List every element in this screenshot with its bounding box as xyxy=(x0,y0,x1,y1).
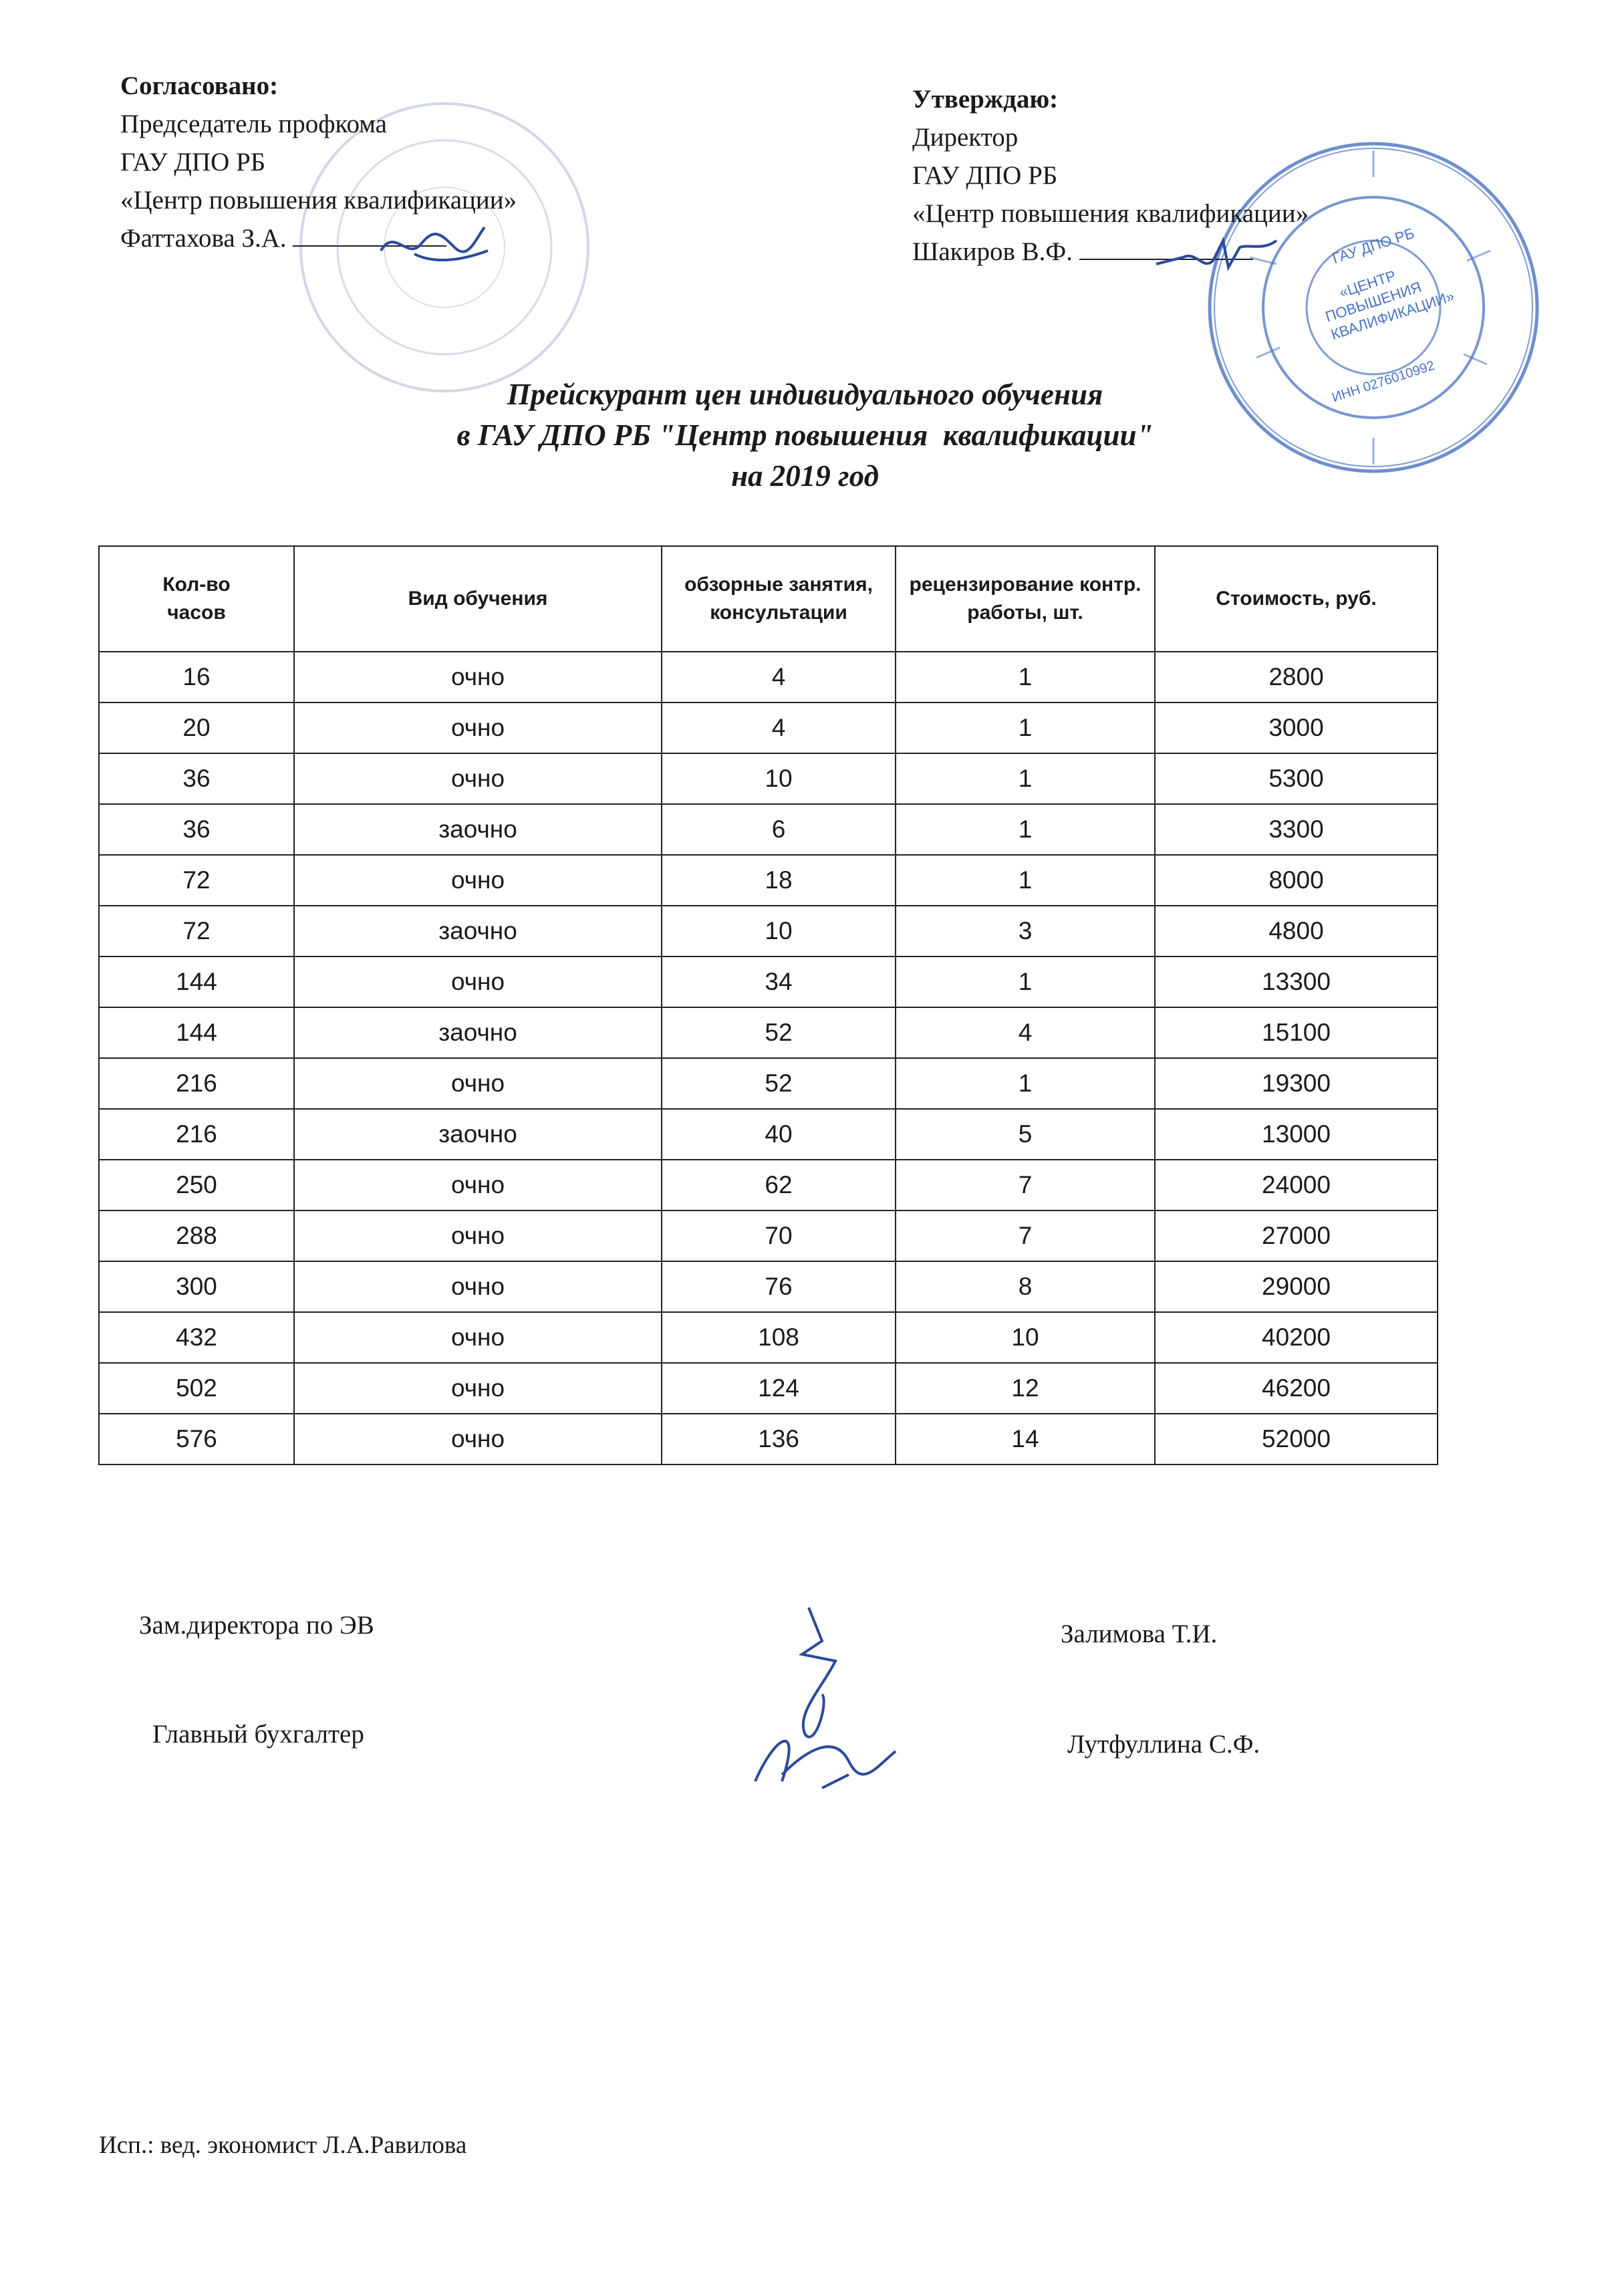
cell-hours: 432 xyxy=(99,1312,294,1363)
cell-study-type: очно xyxy=(294,1160,662,1210)
cell-hours: 300 xyxy=(99,1261,294,1312)
cell-reviews: 1 xyxy=(896,1058,1155,1109)
deputy-title: Зам.директора по ЭВ xyxy=(139,1611,374,1640)
cell-cost: 5300 xyxy=(1155,753,1438,804)
cell-cost: 27000 xyxy=(1155,1210,1438,1261)
document-title xyxy=(0,374,1610,497)
cell-study-type: очно xyxy=(294,1210,662,1261)
cell-cost: 15100 xyxy=(1155,1007,1438,1058)
cell-study-type: заочно xyxy=(294,906,662,956)
cell-study-type: очно xyxy=(294,1058,662,1109)
cell-cost: 46200 xyxy=(1155,1363,1438,1414)
cell-reviews: 7 xyxy=(896,1160,1155,1210)
table-row xyxy=(99,1363,1438,1414)
cell-consultations: 18 xyxy=(662,855,896,906)
cell-consultations: 34 xyxy=(662,956,896,1007)
cell-hours: 20 xyxy=(99,703,294,753)
cell-cost: 3300 xyxy=(1155,804,1438,855)
agreed-line2: ГАУ ДПО РБ xyxy=(120,148,266,176)
cell-cost: 13300 xyxy=(1155,956,1438,1007)
cell-hours: 216 xyxy=(99,1058,294,1109)
cell-study-type: заочно xyxy=(294,1109,662,1160)
table-row xyxy=(99,1109,1438,1160)
cell-cost: 8000 xyxy=(1155,855,1438,906)
cell-reviews: 7 xyxy=(896,1210,1155,1261)
cell-hours: 72 xyxy=(99,906,294,956)
price-table xyxy=(98,545,1438,1465)
table-row xyxy=(99,1210,1438,1261)
cell-hours: 144 xyxy=(99,1007,294,1058)
cell-cost: 29000 xyxy=(1155,1261,1438,1312)
cell-study-type: очно xyxy=(294,1363,662,1414)
table-row xyxy=(99,1160,1438,1210)
title-line2: в ГАУ ДПО РБ "Центр повышения квалификации" xyxy=(456,418,1154,452)
approve-heading: Утверждаю: xyxy=(912,85,1059,114)
cell-hours: 16 xyxy=(99,652,294,703)
cell-reviews: 12 xyxy=(896,1363,1155,1414)
cell-cost: 52000 xyxy=(1155,1414,1438,1464)
stamp-org-text: ГАУ ДПО РБ xyxy=(1330,224,1417,267)
cell-hours: 72 xyxy=(99,855,294,906)
cell-cost: 24000 xyxy=(1155,1160,1438,1210)
table-row xyxy=(99,1058,1438,1109)
header-hours: Кол-во часов xyxy=(99,546,294,652)
cell-reviews: 8 xyxy=(896,1261,1155,1312)
cell-reviews: 1 xyxy=(896,855,1155,906)
table-row xyxy=(99,1312,1438,1363)
cell-consultations: 52 xyxy=(662,1007,896,1058)
header-review: рецензирование контр. работы, шт. xyxy=(896,546,1155,652)
agreed-name: Фаттахова З.А. xyxy=(120,224,287,253)
agreed-signature xyxy=(374,214,495,274)
cell-hours: 36 xyxy=(99,804,294,855)
cell-study-type: заочно xyxy=(294,1007,662,1058)
cell-cost: 40200 xyxy=(1155,1312,1438,1363)
table-row xyxy=(99,753,1438,804)
cell-reviews: 3 xyxy=(896,906,1155,956)
cell-hours: 576 xyxy=(99,1414,294,1464)
cell-study-type: очно xyxy=(294,703,662,753)
header-consultations: обзорные занятия, консультации xyxy=(662,546,896,652)
cell-study-type: очно xyxy=(294,753,662,804)
cell-reviews: 1 xyxy=(896,652,1155,703)
cell-consultations: 136 xyxy=(662,1414,896,1464)
header-study-type: Вид обучения xyxy=(294,546,662,652)
table-header-row xyxy=(99,546,1438,652)
header-cost: Стоимость, руб. xyxy=(1155,546,1438,652)
cell-reviews: 1 xyxy=(896,703,1155,753)
cell-consultations: 108 xyxy=(662,1312,896,1363)
cell-consultations: 10 xyxy=(662,753,896,804)
cell-cost: 19300 xyxy=(1155,1058,1438,1109)
cell-study-type: очно xyxy=(294,1414,662,1464)
cell-consultations: 62 xyxy=(662,1160,896,1210)
approve-line1: Директор xyxy=(912,123,1019,152)
cell-consultations: 4 xyxy=(662,703,896,753)
cell-consultations: 4 xyxy=(662,652,896,703)
cell-cost: 4800 xyxy=(1155,906,1438,956)
accountant-name: Лутфуллина С.Ф. xyxy=(1067,1730,1260,1759)
cell-hours: 216 xyxy=(99,1109,294,1160)
table-row xyxy=(99,956,1438,1007)
accountant-title: Главный бухгалтер xyxy=(152,1720,364,1749)
cell-hours: 144 xyxy=(99,956,294,1007)
table-row xyxy=(99,906,1438,956)
approve-signature xyxy=(1150,231,1283,284)
table-row xyxy=(99,1414,1438,1464)
table-row xyxy=(99,804,1438,855)
cell-consultations: 52 xyxy=(662,1058,896,1109)
cell-consultations: 76 xyxy=(662,1261,896,1312)
table-row xyxy=(99,855,1438,906)
approve-line3: «Центр повышения квалификации» xyxy=(912,199,1309,228)
cell-cost: 2800 xyxy=(1155,652,1438,703)
cell-hours: 36 xyxy=(99,753,294,804)
cell-hours: 250 xyxy=(99,1160,294,1210)
table-row xyxy=(99,1261,1438,1312)
cell-cost: 3000 xyxy=(1155,703,1438,753)
table-row xyxy=(99,652,1438,703)
cell-reviews: 5 xyxy=(896,1109,1155,1160)
title-line1: Прейскурант цен индивидуального обучения xyxy=(507,378,1103,411)
cell-hours: 502 xyxy=(99,1363,294,1414)
cell-reviews: 4 xyxy=(896,1007,1155,1058)
cell-consultations: 124 xyxy=(662,1363,896,1414)
cell-consultations: 70 xyxy=(662,1210,896,1261)
cell-reviews: 14 xyxy=(896,1414,1155,1464)
cell-reviews: 1 xyxy=(896,804,1155,855)
agreed-heading: Согласовано: xyxy=(120,72,279,100)
cell-consultations: 6 xyxy=(662,804,896,855)
cell-hours: 288 xyxy=(99,1210,294,1261)
approve-line2: ГАУ ДПО РБ xyxy=(912,161,1058,190)
cell-study-type: очно xyxy=(294,652,662,703)
cell-reviews: 1 xyxy=(896,753,1155,804)
stamp-center-text: «ЦЕНТР ПОВЫШЕНИЯ КВАЛИФИКАЦИИ» xyxy=(1323,267,1456,344)
table-row xyxy=(99,703,1438,753)
bottom-signatures-scribble xyxy=(742,1601,909,1801)
cell-reviews: 10 xyxy=(896,1312,1155,1363)
cell-reviews: 1 xyxy=(896,956,1155,1007)
table-row xyxy=(99,1007,1438,1058)
stamp-inn: ИНН 0276010992 xyxy=(1330,358,1437,406)
deputy-name: Залимова Т.И. xyxy=(1061,1620,1218,1648)
cell-study-type: очно xyxy=(294,1261,662,1312)
footer-executor: Исп.: вед. экономист Л.А.Равилова xyxy=(99,2132,467,2159)
cell-cost: 13000 xyxy=(1155,1109,1438,1160)
agreed-line3: «Центр повышения квалификации» xyxy=(120,186,517,215)
cell-study-type: очно xyxy=(294,956,662,1007)
approve-name: Шакиров В.Ф. xyxy=(912,237,1073,266)
cell-consultations: 40 xyxy=(662,1109,896,1160)
cell-study-type: заочно xyxy=(294,804,662,855)
agreed-line1: Председатель профкома xyxy=(120,110,387,138)
cell-study-type: очно xyxy=(294,855,662,906)
cell-consultations: 10 xyxy=(662,906,896,956)
title-line3: на 2019 год xyxy=(731,459,879,493)
cell-study-type: очно xyxy=(294,1312,662,1363)
